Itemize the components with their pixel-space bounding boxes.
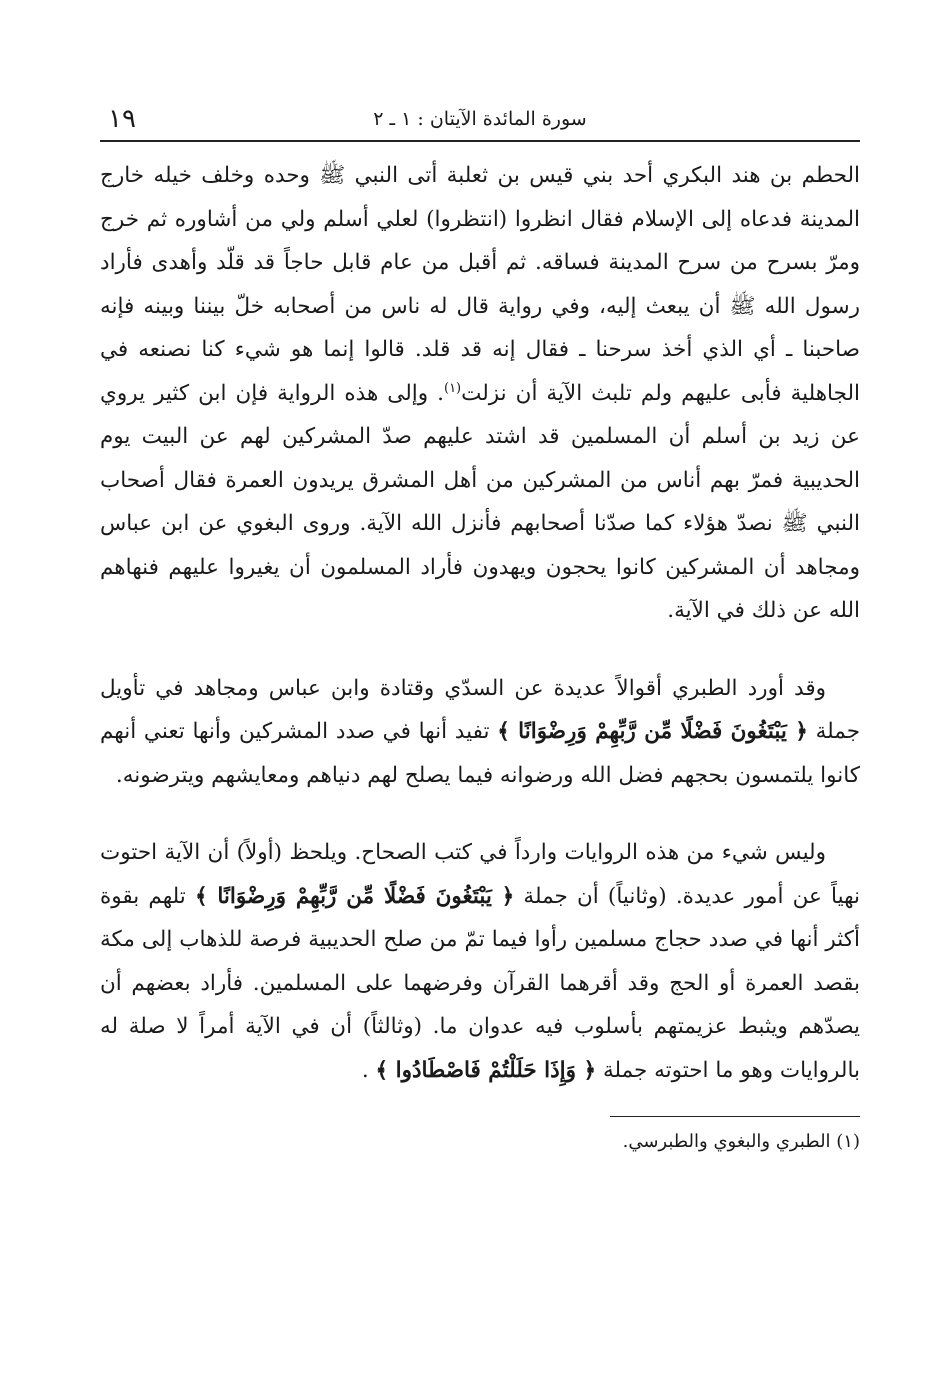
paragraph-text: الحطم بن هند البكري أحد بني قيس بن ثعلبة أتى النبي ﷺ وحده وخلف خيله خارج المدينة فدعاه إلى الإسلام فقال انظروا (انتظروا) لعلي أسلم ولي من أشاوره ثم خرج ومرّ بسرح من سرح المدينة فساقه. ثم أقبل من عام قابل حاجاً قد قلّد وأهدى فأراد رسول الله ﷺ أن يبعث إليه، وفي رواية قال له ناس من أصحابه خلّ بيننا وبينه فإنه صاحبنا ـ أي الذي أخذ سرحنا ـ فقال إنه قد قلد. قالوا إنما هو شيء كنا نصنعه في الجاهلية فأبى عليهم ولم تلبث الآية أن نزلت bbox=[100, 163, 860, 406]
paragraph-text: وليس شيء من هذه الروايات وارداً في كتب الصحاح. ويلحظ (أولاً) أن الآية احتوت نهياً عن أمور عديدة. (وثانياً) أن جملة bbox=[100, 840, 860, 909]
paragraph-gap bbox=[100, 797, 860, 831]
footnote: (١) الطبري والبغوي والطبرسي. bbox=[622, 1131, 860, 1152]
book-page bbox=[100, 100, 860, 1157]
paragraph-text: تفيد أنها في صدد المشركين وأنها تعني أنهم كانوا يلتمسون بحجهم فضل الله ورضوانه فيما يصلح لهم دنياهم ومعايشهم ويترضونه. bbox=[100, 719, 860, 788]
paragraph-text: وقد أورد الطبري أقوالاً عديدة عن السدّي وقتادة وابن عباس ومجاهد في تأويل جملة bbox=[100, 675, 860, 744]
quran-quote: ﴿ يَبْتَغُونَ فَضْلًا مِّن رَّبِّهِمْ وَرِضْوَانًا ﴾ bbox=[497, 719, 808, 744]
paragraph-2 bbox=[100, 667, 860, 798]
paragraph-text: تلهم بقوة أكثر أنها في صدد حجاج مسلمين رأوا فيما تمّ من صلح الحديبية فرصة للذهاب إلى مكة بقصد العمرة أو الحج وقد أقرهما القرآن وفرضهما على المسلمين. فأراد بعضهم أن يصدّهم ويثبط عزيمتهم بأسلوب فيه عدوان ما. (وثالثاً) أن في الآية أمراً لا صلة له بالروايات وهو ما احتوته جملة bbox=[100, 883, 860, 1083]
page-header bbox=[100, 100, 860, 142]
paragraph-text: . وإلى هذه الرواية فإن ابن كثير يروي عن زيد بن أسلم أن المسلمين قد اشتد عليهم صدّ المشركين لهم عن البيت يوم الحديبية فمرّ بهم أناس من المشركين من أهل المشرق يريدون العمرة فقال أصحاب النبي ﷺ نصدّ هؤلاء كما صدّنا أصحابهم فأنزل الله الآية. وروى البغوي عن ابن عباس ومجاهد أن المشركين كانوا يحجون ويهدون فأراد المسلمون أن يغيروا عليهم فنهاهم الله عن ذلك في الآية. bbox=[100, 380, 860, 623]
quran-quote: ﴿ وَإِذَا حَلَلْتُمْ فَاصْطَادُوا ﴾ bbox=[375, 1057, 597, 1083]
body-text bbox=[100, 154, 860, 1092]
paragraph-text: . bbox=[361, 1057, 376, 1083]
footnote-marker: (١) bbox=[443, 380, 462, 396]
running-title: سورة المائدة الآيتان : ١ ـ ٢ bbox=[373, 108, 587, 130]
paragraph-1 bbox=[100, 154, 860, 633]
quran-quote: ﴿ يَبْتَغُونَ فَضْلًا مِّن رَّبِّهِمْ وَرِضْوَانًا ﴾ bbox=[194, 883, 515, 909]
paragraph-3 bbox=[100, 831, 860, 1092]
footnote-divider bbox=[610, 1116, 860, 1117]
paragraph-gap bbox=[100, 633, 860, 667]
page-number: ١٩ bbox=[108, 104, 136, 134]
